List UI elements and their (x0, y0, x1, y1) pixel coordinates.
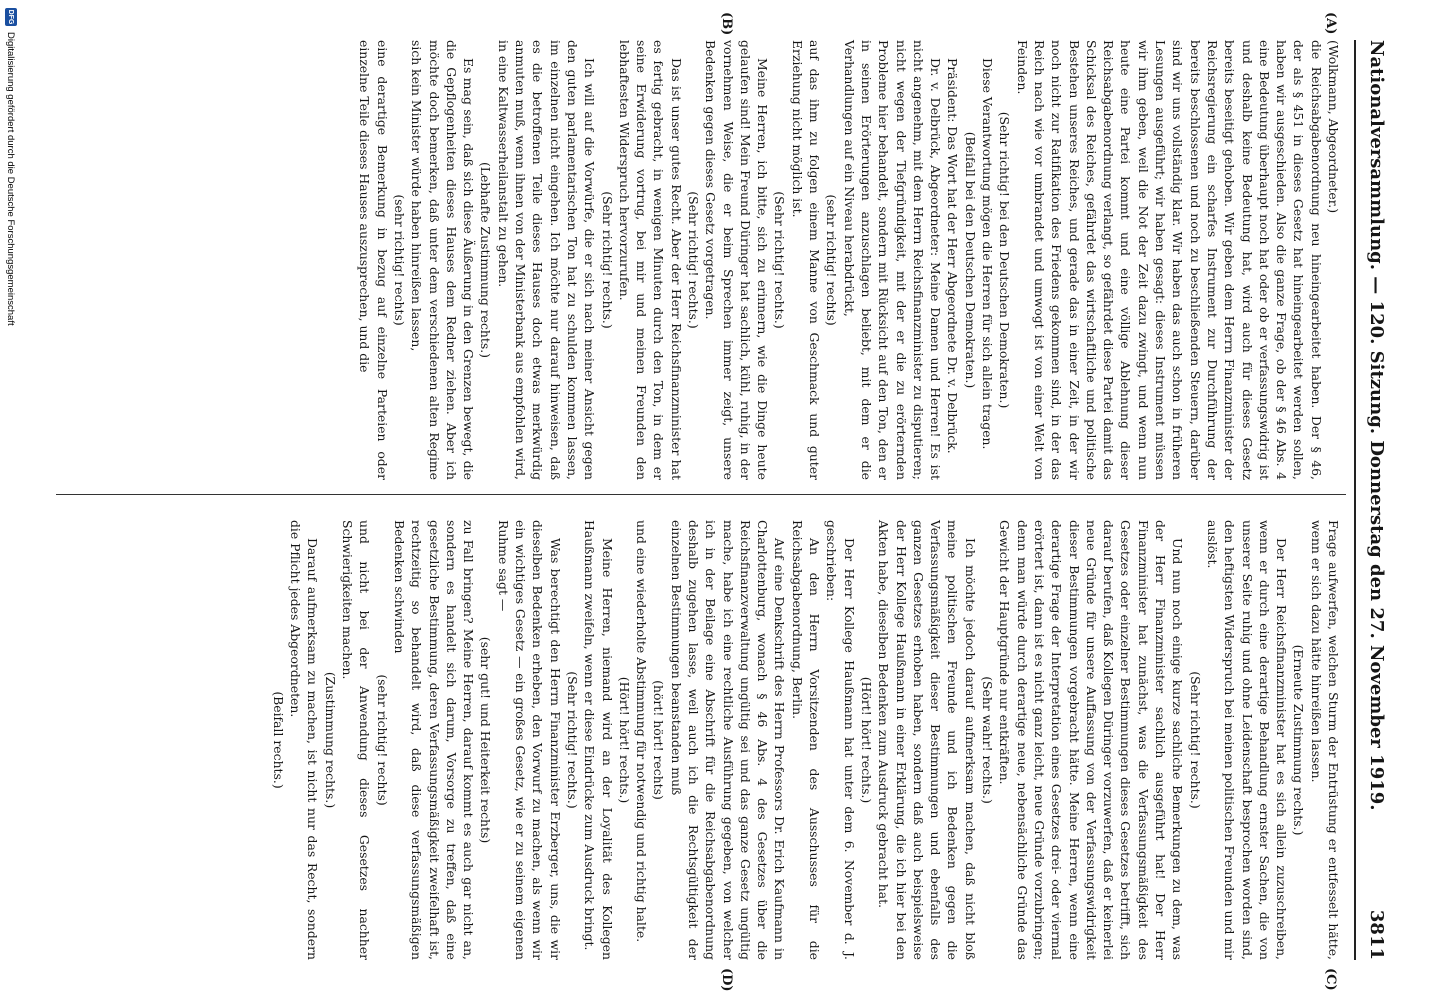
interjection: (Sehr richtig! rechts.) (772, 191, 788, 329)
interjection: (sehr richtig! rechts) (824, 194, 840, 326)
margin-marker-a: (A) (1323, 12, 1338, 35)
paragraph: Diese Verantwortung mögen die Herren für sich allein tragen. (980, 58, 996, 450)
right-column (270, 520, 1342, 960)
margin-marker-d: (D) (719, 968, 734, 992)
paragraph: Der Herr Reichsfinanzminister hat es sich allein zuzuschreiben, wenn er durch eine derartige Behandlung ernster Sachen, die von unserer Seite ruhig und ohne Leidenschaft besprochen worden sind, den heftigsten Widerspruch bei meinen politischen Freunden und mir auslöst. (1204, 520, 1290, 960)
margin-marker-c: (C) (1323, 968, 1338, 991)
paragraph: die Reichsabgabenordnung neu hineingearbeitet haben. Der § 46, der als § 451 in dieses Gesetz hat hineingearbeitet werden sollen, haben wir ausgeschieden. Also die ganze Frage, ob der § 46 Abs. 4 eine Bedeutung überhaupt noch hat oder ob er verfassungswidrig ist und deshalb keine Bedeutung hat, wird auch für dieses Gesetz bereits beseitigt gehoben. Wir geben dem Herrn Finanzminister der Reichsregierung ein scharfes Instrument zur Durchführung der bereits beschlossenen und noch zu beschließenden Steuern, darüber sind wir uns vollständig klar. Wir haben das auch schon in früheren Lesungen ausgeführt; wir haben gesagt: dieses Instrument müssen wir ihm geben, weil die Not der Zeit dazu zwingt, und wenn nun heute eine Partei kommt und eine völlige Ablehnung dieser Reichsabgabenordnung verlangt, so gefährdet diese Partei damit das Schicksal des Reiches, gefährdet das wirtschaftliche und politische Bestehen unseres Reiches, und gerade das in einer Zeit, in der wir noch nicht zur Ratifikation des Friedens gekommen sind, in der das Reich nach wie vor umbrandet und umwogt ist von einer Welt von Feinden. (1014, 40, 1324, 480)
paragraph: Präsident: Das Wort hat der Herr Abgeordnete Dr. v. Delbrück. (945, 58, 961, 454)
interjection: (sehr richtig! rechts) (391, 194, 407, 326)
paragraph: Was berechtigt den Herrn Finanzminister Erzberger, uns, die wir dieselben Bedenken erheben, den Vorwurf zu machen, als wenn wir ein wichtiges Gesetz — ein großes Gesetz, wie er zu seinem eigenen Ruhme sagt — (495, 520, 563, 960)
paragraph: Meine Herren, niemand wird an der Loyalität des Kollegen Haußmann zweifeln, wenn er diese Eindrücke zum Ausdruck bringt. (582, 520, 615, 960)
paragraph: Es mag sein, daß sich diese Äußerung in den Grenzen bewegt, die die Gepflogenheiten dieses Hauses dem Redner ziehen. Aber ich möchte doch bemerken, daß unter dem verschiedenen alten Regime sich kein Minister würde haben hinreißen lassen, (409, 40, 477, 480)
column-divider (56, 494, 1346, 495)
interjection: (Zustimmung rechts.) (322, 671, 338, 809)
paragraph: zu Fall bringen? Meine Herren, darauf kommt es auch gar nicht an, sondern es handelt sich darum, Vorsorge zu treffen, daß eine gesetzliche Bestimmung, deren Verfassungsmäßigkeit zweifelhaft ist, rechtzeitig so behandelt wird, daß diese verfassungsmäßigen Bedenken schwinden (391, 520, 477, 960)
interjection: (hört! hört! rechts) (651, 680, 667, 800)
interjection: (Sehr richtig! rechts.) (599, 191, 615, 329)
paragraph: Der Herr Kollege Haußmann hat unter dem 6. November d. J. geschrieben: (824, 520, 857, 960)
interjection: (Sehr richtig! rechts.) (1187, 671, 1203, 809)
interjection: (sehr richtig! rechts) (374, 674, 390, 806)
interjection: (Sehr richtig! bei den Deutschen Demokraten.) (997, 111, 1013, 409)
dfg-logo-icon: DFG (5, 8, 17, 26)
interjection: (Lebhafte Zustimmung rechts.) (478, 161, 494, 359)
quoted-letter: Auf eine Denkschrift des Herrn Professors Dr. Erich Kaufmann in Charlottenburg, wonach § 46 Abs. 4 des Gesetzes über die Reichsfinanzverwaltung ungültig sei und das ganze Gesetz ungültig mache, habe ich eine rechtliche Ausführung gegeben, von welcher ich in der Beilage eine Abschrift für die Reichsabgabenordnung deshalb zugehen lasse, weil auch ich die Rechtsgültigkeit der einzelnen Bestimmungen beanstanden muß (668, 520, 788, 960)
header-rule (1354, 40, 1356, 960)
left-column (356, 40, 1342, 480)
margin-marker-b: (B) (719, 12, 734, 36)
quoted-address: An den Herrn Vorsitzenden des Ausschusses für die Reichsabgabenordnung, Berlin. (789, 520, 823, 960)
page-header (1360, 40, 1394, 960)
interjection: (Hört! hört! rechts.) (616, 676, 632, 804)
interjection: (Sehr richtig! rechts.) (686, 191, 702, 329)
paragraph: Ich will auf die Vorwürfe, die er sich nach meiner Ansicht gegen den guten parlamentarischen Ton hat zu schulden kommen lassen, im einzelnen nicht eingehen. Ich möchte nur darauf hinweisen, daß es die betroffenen Teile dieses Hauses doch etwas merkwürdig anmuten muß, wenn ihnen von der Ministerbank aus empfohlen wird, in eine Kaltwasserheilanstalt zu gehen. (495, 40, 598, 480)
quoted-letter: und eine wiederholte Abstimmung für notwendig und richtig halte. (634, 520, 650, 943)
header-title: Nationalversammlung. — 120. Sitzung. Donnerstag den 27. November 1919. (1366, 40, 1388, 811)
interjection: (sehr gut! und Heiterkeit rechts) (478, 636, 494, 844)
interjection: (Hört! hört! rechts.) (858, 676, 874, 804)
speaker-line: (Wolkmann, Abgeordneter.) (1326, 40, 1341, 214)
paragraph: Darauf aufmerksam zu machen, ist nicht nur das Recht, sondern die Pflicht jedes Abgeordneten. (288, 520, 321, 960)
page-number: 3811 (1366, 909, 1388, 960)
paragraph: Das ist unser gutes Recht. Aber der Herr Reichsfinanzminister hat es fertig gebracht, in wenigen Minuten durch den Ton, in dem er seine Erwiderung vortrug, bei mir und meinen Freunden den lebhaftesten Widerspruch hervorzurufen. (616, 40, 684, 480)
paragraph: eine derartige Bemerkung in bezug auf einzelne Parteien oder einzelne Teile dieses Hauses auszusprechen, und die (357, 40, 390, 480)
paragraph: auf das ihm zu folgen einem Manne von Geschmack und guter Erziehung nicht möglich ist. (789, 40, 823, 480)
paragraph: und nicht bei der Anwendung dieses Gesetzes nachher Schwierigkeiten machen. (340, 520, 373, 960)
paragraph: Meine Herren, ich bitte, sich zu erinnern, wie die Dinge heute gelaufen sind! Mein Freund Düringer hat sachlich, kühl, ruhig, in der vornehmen Weise, die er beim Sprechen immer zeigt, unsere Bedenken gegen dieses Gesetz vorgetragen. (703, 40, 771, 480)
interjection: (Sehr richtig! rechts.) (564, 671, 580, 809)
paragraph: Frage aufwerfen, welchen Sturm der Entrüstung er entfesselt hätte, wenn er sich dazu hätte hinreißen lassen. (1308, 520, 1341, 960)
paragraph: Und nun noch einige kurze sachliche Bemerkungen zu dem, was der Herr Finanzminister sachlich ausgeführt hat! Der Herr Finanzminister hat zunächst, was die Verfassungsmäßigkeit des Gesetzes oder einzelner Bestimmungen dieses Gesetzes betrifft, sich darauf berufen, daß Kollegen Düringer vorzuwerfen, daß er keinerlei neue Gründe für unsere Auffassung von der Verfassungswidrigkeit dieser Bestimmungen vorgebracht hätte. Meine Herren, wenn eine derartige Frage der Interpretation eines Gesetzes drei- oder viermal erörtert ist, dann ist es nicht ganz leicht, neue Gründe vorzubringen; denn man würde durch derartige neue, nebensächliche Gründe das Gewicht der Hauptgründe nur entkräften. (997, 520, 1186, 960)
paragraph: Dr. v. Delbrück, Abgeordneter: Meine Damen und Herren! Es ist nicht angenehm, mit dem Herrn Reichsfinanzminister zu disputieren; nicht wegen der Tiefgründigkeit, mit der er die zu erörternden Probleme hier behandelt, sondern mit Rücksicht auf den Ton, den er in seinen Erörterungen anzuschlagen beliebt, mit dem er die Verhandlungen auf ein Niveau herabdrückt, (841, 40, 944, 480)
interjection: (Beifall rechts.) (270, 691, 286, 789)
interjection: (Sehr wahr! rechts.) (980, 676, 996, 804)
footer-text: Digitalisierung gefördert durch die Deutsche Forschungsgemeinschaft (5, 32, 17, 326)
digitization-footer (0, 0, 22, 1000)
paragraph: Ich möchte jedoch darauf aufmerksam machen, daß nicht bloß meine politischen Freunde und ich Bedenken gegen die Verfassungsmäßigkeit dieser Bestimmungen und ebenfalls des ganzen Gesetzes erhoben haben, sondern daß auch beispielsweise der Herr Kollege Haußmann in einer Erklärung, die ich hier bei den Akten habe, dieselben Bedenken zum Ausdruck gebracht hat. (876, 520, 978, 960)
interjection: (Erneute Zustimmung rechts.) (1291, 644, 1307, 836)
interjection: (Beifall bei den Deutschen Demokraten.) (962, 131, 978, 389)
